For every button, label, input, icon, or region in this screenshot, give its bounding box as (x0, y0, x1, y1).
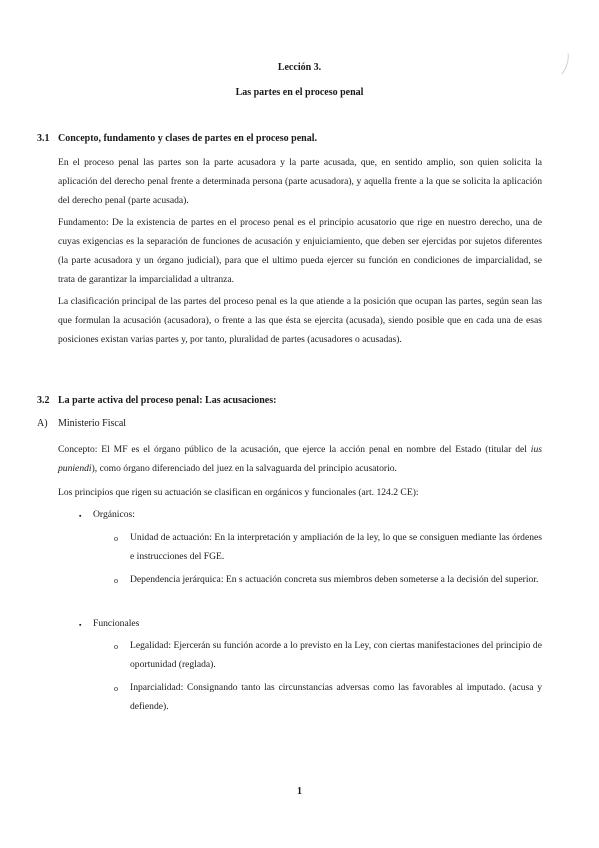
list-item-dependencia: Dependencia jerárquica: En s actuación concreta sus miembros deben someterse a la decisión del superior. (130, 574, 539, 585)
lesson-subtitle: Las partes en el proceso penal (235, 87, 364, 98)
paragraph-definition: En el proceso penal las partes son la parte acusadora y la parte acusada, que, en sentido amplio, son quien solicita la aplicación del derecho penal frente a determinada persona (parte acusadora), y aquella frente a la que se solicita la aplicación del derecho penal (parte acusada). (58, 157, 542, 206)
section-number: 3.1 (37, 133, 50, 144)
group-label-funcionales: Funcionales (93, 618, 140, 629)
square-bullet-icon: ▪ (79, 512, 82, 520)
list-item-unidad: Unidad de actuación: En la interpretación y ampliación de la ley, lo que se consiguen mediante las órdenes e instrucciones del FGE. (130, 532, 542, 562)
section-number: 3.2 (37, 395, 50, 406)
lesson-title: Lección 3. (277, 62, 322, 73)
concept-text-end: ), como órgano diferenciado del juez en la salvaguarda del principio acusatorio. (91, 463, 397, 474)
circle-bullet-icon: o (114, 684, 118, 693)
paragraph-fundamento: Fundamento: De la existencia de partes en el proceso penal es el principio acusatorio que rige en nuestro derecho, una de cuyas exigencias es la separación de funciones de acusación y enjuiciamiento, que deben ser ejercidas por sujetos diferentes (la parte acusadora y un órgano judicial), para que el ultimo pueda ejercer su función en condiciones de imparcialidad, se trata de garantizar la imparcialidad a ultranza. (58, 217, 542, 285)
circle-bullet-icon: o (114, 534, 118, 543)
subsection-heading-a (37, 418, 126, 429)
section-heading-3-1 (37, 133, 317, 144)
paragraph-clasificacion: La clasificación principal de las partes del proceso penal es la que atiende a la posición que ocupan las partes, según sean las que formulan la acusación (acusadora), o frente a las que ésta se ejercita (acusada), siendo posible que en cada una de esas posiciones existan varias partes y, por tanto, pluralidad de partes (acusadores o acusadas). (58, 296, 542, 345)
subsection-title: Ministerio Fiscal (58, 418, 127, 429)
section-title: Concepto, fundamento y clases de partes en el proceso penal. (58, 133, 317, 144)
section-heading-3-2 (37, 395, 276, 406)
circle-bullet-icon: o (114, 642, 118, 651)
list-item-imparcialidad: Inparcialidad: Consignando tanto las circunstancias adversas como las favorables al imputado. (acusa y defiende). (130, 682, 542, 712)
section-title: La parte activa del proceso penal: Las acusaciones: (58, 395, 277, 406)
list-item-legalidad: Legalidad: Ejercerán su función acorde a lo previsto en la Ley, con ciertas manifestaciones del principio de oportunidad (reglada). (130, 640, 542, 670)
square-bullet-icon: ▪ (79, 621, 82, 629)
subsection-letter: A) (37, 418, 48, 429)
concept-italic-term: ius puniendi (58, 444, 542, 474)
circle-bullet-icon: o (114, 576, 118, 585)
page-number: 1 (297, 786, 302, 797)
paragraph-principles-intro: Los principios que rigen su actuación se clasifican en orgánicos y funcionales (art. 124.2 CE): (58, 487, 419, 498)
group-label-organicos: Orgánicos: (93, 509, 135, 520)
concept-text-start: Concepto: El MF es el órgano público de la acusación, que ejerce la acción penal en nombre del Estado (titular del (58, 444, 531, 455)
paragraph-concepto (58, 440, 542, 478)
